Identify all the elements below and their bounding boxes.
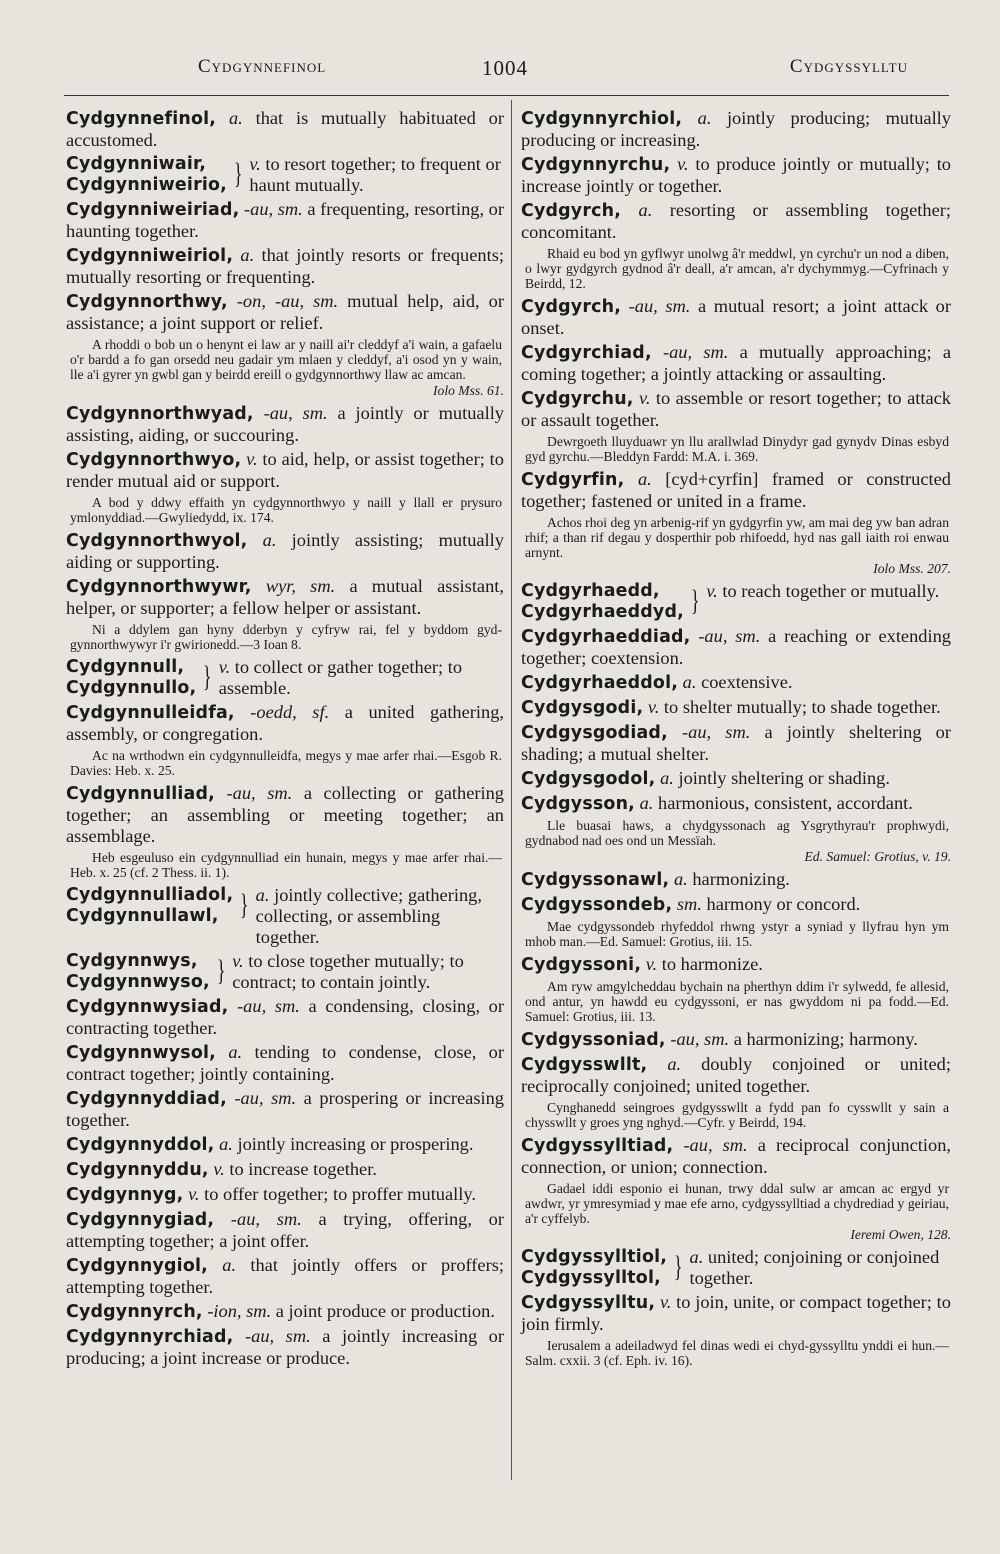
definition-text: a mutually approaching; a coming together; a jointly attacking or assaulting.	[521, 342, 951, 384]
part-of-speech: a.	[639, 793, 654, 813]
headword: Cydgynniweiriad,	[66, 200, 240, 220]
dictionary-entry	[66, 1159, 504, 1181]
part-of-speech: a.	[222, 1255, 237, 1275]
headword: Cydgynnulliad,	[66, 784, 215, 804]
citation: Mae cydgyssondeb rhyfeddol rhwng ystyr a syniad y llyfrau hyn ym mhob man.—Ed. Samuel: Grotius, iii. 15.	[525, 919, 949, 949]
dictionary-entry	[521, 954, 951, 976]
part-of-speech: a.	[697, 108, 712, 128]
header-left-guideword: Cydgynnefinol	[198, 56, 327, 77]
part-of-speech: -au, sm.	[237, 996, 300, 1016]
citation: Rhaid eu bod yn gyflwyr unolwg â'r meddwl, yn cyrchu'r un nod a diben, o lwyr gydgyrch gydnod â'r deall, a'r amcan, a'r dychymmyg.—Cyfrinach y Beirdd, 12.	[525, 246, 949, 291]
headword: Cydgysson,	[521, 794, 635, 814]
dictionary-entry	[521, 1054, 951, 1097]
definition-text: to join, unite, or compact together; to join firmly.	[521, 1292, 951, 1334]
definition-text: a jointly or mutually assisting, aiding, or succouring.	[66, 403, 504, 445]
definition-text: to collect or gather together; to assemble.	[218, 657, 463, 698]
definition-text: to harmonize.	[661, 954, 763, 974]
dictionary-entry	[521, 1135, 951, 1178]
dictionary-entry	[66, 1184, 504, 1206]
dictionary-entry	[66, 1255, 504, 1298]
citation-source: Ed. Samuel: Grotius, v. 19.	[804, 849, 951, 864]
left-column	[66, 108, 504, 1372]
definition-text: resorting or assembling together; concomitant.	[521, 200, 951, 242]
dictionary-entry-pair	[66, 657, 504, 699]
definition-text: jointly increasing or prospering.	[237, 1134, 474, 1154]
headword: Cydgynnorthwy,	[66, 292, 228, 312]
definition-text: a trying, offering, or attempting together; a joint offer.	[66, 1209, 504, 1251]
citation: Heb esgeuluso ein cydgynnulliad ein hunain, megys y mae arfer rhai.—Heb. x. 25 (cf. 2 Thess. ii. 1).	[70, 850, 502, 880]
headword: Cydgynnefinol,	[66, 109, 217, 129]
headword: Cydgynnorthwyo,	[66, 450, 242, 470]
definition-text: a mutual resort; a joint attack or onset.	[521, 296, 951, 338]
header-right-guideword: Cydgyssylltu	[789, 56, 908, 77]
part-of-speech: a.	[262, 530, 277, 550]
definition-text: jointly sheltering or shading.	[678, 768, 890, 788]
definition-text: doubly conjoined or united; reciprocally conjoined; united together.	[521, 1054, 951, 1096]
dictionary-entry	[66, 1326, 504, 1369]
citation: Ac na wrthodwn ein cydgynnulleidfa, megys y mae arfer rhai.—Esgob R. Davies: Heb. x. 25.	[70, 748, 502, 778]
headword: Cydgynnulliadol,	[66, 885, 234, 905]
headword: Cydgynnullo,	[66, 678, 197, 698]
headword: Cydgynniweirio,	[66, 175, 227, 195]
headword: Cydgysswllt,	[521, 1055, 648, 1075]
headword-group	[66, 885, 233, 948]
citation: Lle buasai haws, a chydgyssonach ag Ysgrythyrau'r prophwydi, gydnabod nad oes ond un Messïah.	[525, 818, 949, 848]
citation: Cynghanedd seingroes gydgysswllt a fydd pan fo cysswllt y sain a chysswllt y groes yng nghyd.—Cyfr. y Beirdd, 194.	[525, 1100, 949, 1130]
definition-text: a reciprocal conjunction, connection, or union; connection.	[521, 1135, 951, 1177]
citation: Achos rhoi deg yn arbenig-rif yn gydgyrfin yw, am mai deg yw ban adran rhif; a than rif degau y dosperthir pob rhifoedd, hyd nas gall iaith roi enwau arnynt.	[525, 515, 949, 560]
citation: Ni a ddylem gan hyny dderbyn y cyfryw rai, fel y byddom gyd-gynnorthwywyr i'r gwirionedd.—3 Ioan 8.	[70, 622, 502, 652]
part-of-speech: -ion, sm.	[207, 1301, 272, 1321]
headword: Cydgysgodi,	[521, 698, 644, 718]
part-of-speech: a.	[638, 200, 653, 220]
headword: Cydgynnorthwyol,	[66, 531, 248, 551]
headword: Cydgynnorthwyad,	[66, 404, 254, 424]
dictionary-entry	[66, 449, 504, 492]
dictionary-entry	[66, 996, 504, 1039]
headword: Cydgynnwysiad,	[66, 997, 229, 1017]
part-of-speech: a.	[682, 672, 697, 692]
dictionary-entry	[66, 1088, 504, 1131]
part-of-speech: a.	[660, 768, 674, 788]
headword: Cydgynnyrchiol,	[521, 109, 683, 129]
part-of-speech: v.	[246, 449, 258, 469]
dictionary-entry	[66, 1209, 504, 1252]
headword-group	[521, 581, 684, 623]
dictionary-entry-pair	[521, 1247, 951, 1289]
brace: }	[216, 954, 226, 987]
definition-text: that jointly resorts or frequents; mutually resorting or frequenting.	[66, 245, 504, 287]
dictionary-entry	[66, 783, 504, 847]
headword: Cydgyrch,	[521, 201, 622, 221]
headword: Cydgynnyddu,	[66, 1160, 209, 1180]
headword: Cydgynnyddiad,	[66, 1089, 227, 1109]
definition-text: to assemble or resort together; to attack or assault together.	[521, 388, 951, 430]
headword: Cydgynnyddol,	[66, 1135, 215, 1155]
part-of-speech: -au, sm.	[670, 1029, 730, 1049]
definition-text: tending to condense, close, or contract together; jointly containing.	[66, 1042, 504, 1084]
headword: Cydgynnulleidfa,	[66, 703, 235, 723]
headword-group	[66, 154, 227, 196]
definition-text: to aid, help, or assist together; to render mutual aid or support.	[66, 449, 504, 491]
definition-text: harmonious, consistent, accordant.	[658, 793, 913, 813]
headword: Cydgynnyrchu,	[521, 155, 671, 175]
headword: Cydgyrhaeddyd,	[521, 602, 684, 622]
part-of-speech: wyr, sm.	[265, 576, 336, 596]
definition-text: [cyd+cyrfin] framed or constructed together; fastened or united in a frame.	[521, 469, 951, 511]
part-of-speech: a.	[240, 245, 255, 265]
headword: Cydgyrhaeddol,	[521, 673, 679, 693]
headword: Cydgyssoniad,	[521, 1030, 666, 1050]
definition-text: to close together mutually; to contract; to contain jointly.	[232, 951, 464, 992]
headword: Cydgynniwair,	[66, 154, 207, 174]
dictionary-entry	[521, 722, 951, 765]
brace: }	[673, 1250, 683, 1283]
part-of-speech: -au, sm.	[263, 403, 328, 423]
citation: Ierusalem a adeiladwyd fel dinas wedi ei chyd-gyssylltu ynddi ei hun.—Salm. cxxii. 3 (cf. Eph. iv. 16).	[525, 1338, 949, 1368]
headword: Cydgynnwysol,	[66, 1043, 216, 1063]
definition-text: jointly producing; mutually producing or increasing.	[521, 108, 951, 150]
part-of-speech: a.	[689, 1247, 704, 1267]
part-of-speech: -au, sm.	[230, 1209, 302, 1229]
dictionary-entry	[521, 793, 951, 815]
dictionary-entry	[521, 697, 951, 719]
headword: Cydgyrhaedd,	[521, 581, 660, 601]
headword: Cydgyrch,	[521, 297, 622, 317]
part-of-speech: v.	[647, 697, 660, 717]
citation-source: Iolo Mss. 61.	[433, 383, 504, 398]
part-of-speech: -au, sm.	[628, 296, 691, 316]
dictionary-entry	[66, 530, 504, 573]
definition-text: a joint produce or production.	[275, 1301, 495, 1321]
definition-text: mutual help, aid, or assistance; a joint support or relief.	[66, 291, 504, 333]
headword: Cydgyrfin,	[521, 470, 625, 490]
definition-text: to reach together or mutually.	[722, 581, 940, 601]
part-of-speech: v.	[188, 1184, 200, 1204]
dictionary-entry	[66, 291, 504, 334]
dictionary-entry-pair	[66, 885, 504, 948]
definition	[256, 885, 504, 948]
headword: Cydgyrchu,	[521, 389, 634, 409]
definition	[706, 581, 951, 623]
headword-group	[521, 1247, 667, 1289]
dictionary-entry	[521, 672, 951, 694]
headword: Cydgyssoni,	[521, 955, 642, 975]
part-of-speech: a.	[673, 869, 688, 889]
part-of-speech: v.	[659, 1292, 672, 1312]
part-of-speech: v.	[232, 951, 244, 971]
definition-text: to offer together; to proffer mutually.	[204, 1184, 476, 1204]
headword: Cydgynnyrch,	[66, 1302, 203, 1322]
headword: Cydgyssylltiad,	[521, 1136, 674, 1156]
definition-text: a harmonizing; harmony.	[733, 1029, 918, 1049]
part-of-speech: v.	[249, 154, 261, 174]
dictionary-entry	[521, 1292, 951, 1335]
dictionary-entry-pair	[66, 951, 504, 993]
definition-text: coextensive.	[701, 672, 793, 692]
citation-source: Ieremi Owen, 128.	[850, 1227, 951, 1242]
definition-text: a collecting or gathering together; an assembling or meeting together; an assemblage.	[66, 783, 504, 846]
part-of-speech: a.	[228, 108, 243, 128]
definition-text: a mutual assistant, helper, or supporter; a fellow helper or assistant.	[66, 576, 505, 618]
part-of-speech: -au, sm.	[682, 722, 751, 742]
headword: Cydgyssondeb,	[521, 895, 673, 915]
headword: Cydgynnygiad,	[66, 1210, 215, 1230]
dictionary-entry	[521, 626, 951, 669]
definition-text: that is mutually habituated or accustomed.	[66, 108, 504, 150]
part-of-speech: v.	[706, 581, 718, 601]
definition-text: a prospering or increasing together.	[66, 1088, 504, 1130]
definition-text: jointly assisting; mutually aiding or supporting.	[66, 530, 504, 572]
part-of-speech: a.	[219, 1134, 233, 1154]
citation: Am ryw amgylcheddau bychain na pherthyn ddim i'r sylwedd, fe allesid, ond antur, yn hawdd eu cydgyssoni, er nas gwyddom ni pa fodd.—Ed. Samuel: Grotius, iii. 13.	[525, 979, 949, 1024]
page-number: 1004	[482, 56, 528, 80]
brace: }	[233, 157, 243, 190]
dictionary-entry	[66, 1134, 504, 1156]
dictionary-entry	[66, 576, 504, 619]
dictionary-entry	[521, 200, 951, 243]
definition-text: a jointly increasing or producing; a joint increase or produce.	[66, 1326, 505, 1368]
part-of-speech: v.	[677, 154, 689, 174]
part-of-speech: v.	[218, 657, 231, 677]
definition-text: united; conjoining or conjoined together.	[689, 1247, 940, 1288]
definition-text: to produce jointly or mutually; to increase jointly or together.	[521, 154, 951, 196]
citation: A bod y ddwy effaith yn cydgynnorthwyo y naill y llall er prysuro ymlonyddiad.—Gwyliedydd, ix. 174.	[70, 495, 502, 525]
brace: }	[240, 888, 249, 921]
dictionary-entry	[66, 1042, 504, 1085]
definition-text: to resort together; to frequent or haunt mutually.	[249, 154, 501, 195]
headword: Cydgysgodiad,	[521, 723, 668, 743]
part-of-speech: -au, sm.	[245, 1326, 311, 1346]
part-of-speech: -au, sm.	[234, 1088, 297, 1108]
dictionary-entry	[521, 869, 951, 891]
dictionary-entry	[521, 469, 951, 512]
definition	[232, 951, 504, 993]
headword-group	[66, 951, 210, 993]
headword: Cydgynnyg,	[66, 1185, 184, 1205]
definition-text: harmony or concord.	[706, 894, 861, 914]
part-of-speech: -oedd, sf.	[250, 702, 330, 722]
dictionary-entry	[66, 702, 504, 745]
right-column	[521, 108, 951, 1373]
dictionary-entry	[521, 342, 951, 385]
dictionary-entry-pair	[521, 581, 951, 623]
headword: Cydgysgodol,	[521, 769, 656, 789]
part-of-speech: a.	[667, 1054, 682, 1074]
headword: Cydgyrhaeddiad,	[521, 627, 691, 647]
dictionary-entry	[521, 108, 951, 151]
dictionary-entry	[66, 403, 504, 446]
dictionary-entry-pair	[66, 154, 504, 196]
definition-text: to shelter mutually; to shade together.	[663, 697, 941, 717]
brace: }	[690, 584, 700, 617]
brace: }	[203, 660, 212, 693]
headword: Cydgynnorthwywr,	[66, 577, 252, 597]
definition-text: a jointly sheltering or shading; a mutual shelter.	[521, 722, 951, 764]
part-of-speech: sm.	[676, 894, 702, 914]
dictionary-entry	[521, 768, 951, 790]
headword: Cydgyrchiad,	[521, 343, 652, 363]
headword: Cydgyssonawl,	[521, 870, 670, 890]
headword: Cydgyssylltol,	[521, 1268, 661, 1288]
part-of-speech: v.	[639, 388, 651, 408]
definition-text: that jointly offers or proffers; attempting together.	[66, 1255, 504, 1297]
dictionary-entry	[521, 1029, 951, 1051]
headword: Cydgynnyrchiad,	[66, 1327, 234, 1347]
definition-text: a condensing, closing, or contracting together.	[66, 996, 505, 1038]
headword-group	[66, 657, 196, 699]
part-of-speech: v.	[213, 1159, 225, 1179]
part-of-speech: a.	[637, 469, 652, 489]
header-rule	[64, 95, 949, 96]
definition-text: to increase together.	[229, 1159, 377, 1179]
part-of-speech: -au, sm.	[698, 626, 761, 646]
dictionary-entry	[66, 199, 504, 242]
headword: Cydgynnullawl,	[66, 906, 219, 926]
part-of-speech: a.	[255, 885, 270, 905]
dictionary-entry	[66, 1301, 504, 1323]
definition	[219, 657, 504, 699]
citation: A rhoddi o bob un o henynt ei law ar y naill ai'r cleddyf a'i wain, a gafaelu o'r bardd a fo gan orsedd neu gadair ym mlaen y cleddyf, a'i osod yn y wain, lle a'i gyrer yn gwbl gan y beirdd ereill o gydgynnorthwy llaw ac amcan.	[70, 337, 502, 382]
part-of-speech: -au, sm.	[244, 199, 303, 219]
definition-text: harmonizing.	[692, 869, 790, 889]
headword: Cydgynnygiol,	[66, 1256, 208, 1276]
dictionary-entry	[521, 388, 951, 431]
part-of-speech: a.	[228, 1042, 243, 1062]
definition-text: a frequenting, resorting, or haunting together.	[66, 199, 504, 241]
part-of-speech: v.	[645, 954, 658, 974]
definition-text: a united gathering, assembly, or congregation.	[66, 702, 505, 744]
part-of-speech: -au, sm.	[683, 1135, 748, 1155]
dictionary-entry	[66, 108, 504, 151]
dictionary-entry	[521, 154, 951, 197]
headword: Cydgynnwys,	[66, 951, 198, 971]
page-header	[60, 56, 950, 86]
headword: Cydgynniweiriol,	[66, 246, 234, 266]
headword: Cydgynnull,	[66, 657, 185, 677]
citation-source: Iolo Mss. 207.	[873, 561, 951, 576]
citation: Gadael iddi esponio ei hunan, trwy ddal sulw ar amcan ac ergyd yr awdwr, yr ymresymiad y mae efe arno, cydgyssylltiad a chydrediad y geiriau, a'r cyffelyb.	[525, 1181, 949, 1226]
headword: Cydgyssylltiol,	[521, 1247, 668, 1267]
dictionary-entry	[521, 894, 951, 916]
part-of-speech: -au, sm.	[226, 783, 293, 803]
dictionary-entry	[521, 296, 951, 339]
definition	[249, 154, 504, 196]
part-of-speech: -on, -au, sm.	[236, 291, 339, 311]
definition-text: jointly collective; gathering, collecting, or assembling together.	[255, 885, 482, 947]
dictionary-entry	[66, 245, 504, 288]
definition	[690, 1247, 952, 1289]
definition-text: a reaching or extending together; coextension.	[521, 626, 951, 668]
part-of-speech: -au, sm.	[662, 342, 729, 362]
column-divider	[511, 100, 512, 1480]
headword: Cydgyssylltu,	[521, 1293, 656, 1313]
headword: Cydgynnwyso,	[66, 972, 210, 992]
citation: Dewrgoeth lluyduawr yn llu arallwlad Dinydyr gad gynydv Dinas esbyd gyd gyrchu.—Bleddyn Fardd: M.A. i. 369.	[525, 434, 949, 464]
